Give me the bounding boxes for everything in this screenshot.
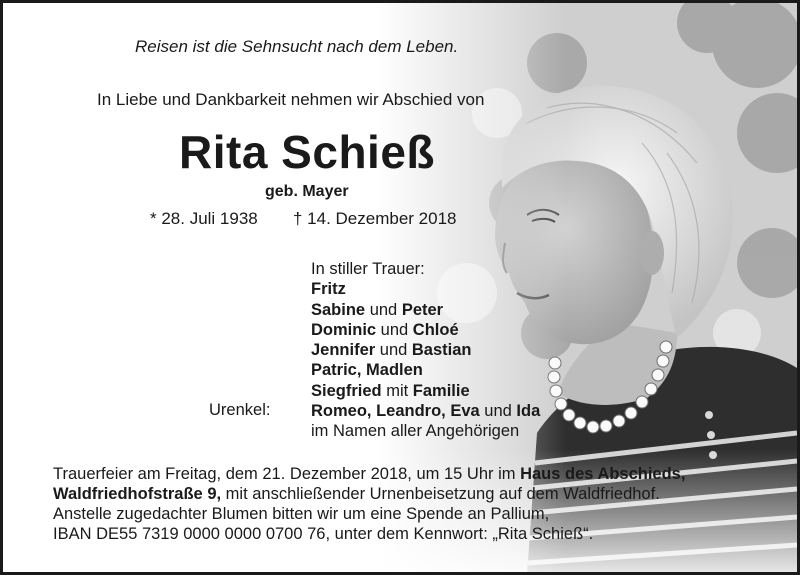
mourner-line: Siegfried mit Familie: [311, 381, 470, 400]
donation-line: Anstelle zugedachter Blumen bitten wir um eine Spende an Pallium,: [53, 505, 550, 523]
motto: Reisen ist die Sehnsucht nach dem Leben.: [135, 37, 459, 56]
death-date: † 14. Dezember 2018: [293, 209, 457, 228]
iban-line: IBAN DE55 7319 0000 0000 0700 76, unter dem Kennwort: „Rita Schieß“.: [53, 525, 594, 543]
mourner-line: Fritz: [311, 280, 346, 299]
mourner-line: Jennifer und Bastian: [311, 341, 472, 360]
deceased-name: Rita Schieß: [179, 126, 436, 178]
mourner-line: Patric, Madlen: [311, 361, 423, 380]
mourner-line: Dominic und Chloé: [311, 320, 459, 339]
great-grandchildren-label: Urenkel:: [209, 401, 271, 419]
birth-date: * 28. Juli 1938: [150, 209, 258, 228]
mourner-line: Sabine und Peter: [311, 300, 444, 319]
maiden-name: geb. Mayer: [265, 183, 349, 200]
ceremony-info: [53, 464, 685, 544]
mourners-closing: im Namen aller Angehörigen: [311, 422, 520, 441]
mourners-list: [311, 259, 540, 442]
ceremony-line-1: Trauerfeier am Freitag, dem 21. Dezember 2018, um 15 Uhr im Haus des Abschieds,: [53, 465, 686, 483]
intro-line: In Liebe und Dankbarkeit nehmen wir Abschied von: [97, 90, 485, 109]
ceremony-line-2: Waldfriedhofstraße 9, mit anschließender Urnenbeisetzung auf dem Waldfriedhof.: [53, 485, 660, 503]
mourners-heading: In stiller Trauer:: [311, 260, 425, 278]
great-grandchildren-line: Romeo, Leandro, Eva und Ida: [311, 402, 541, 421]
